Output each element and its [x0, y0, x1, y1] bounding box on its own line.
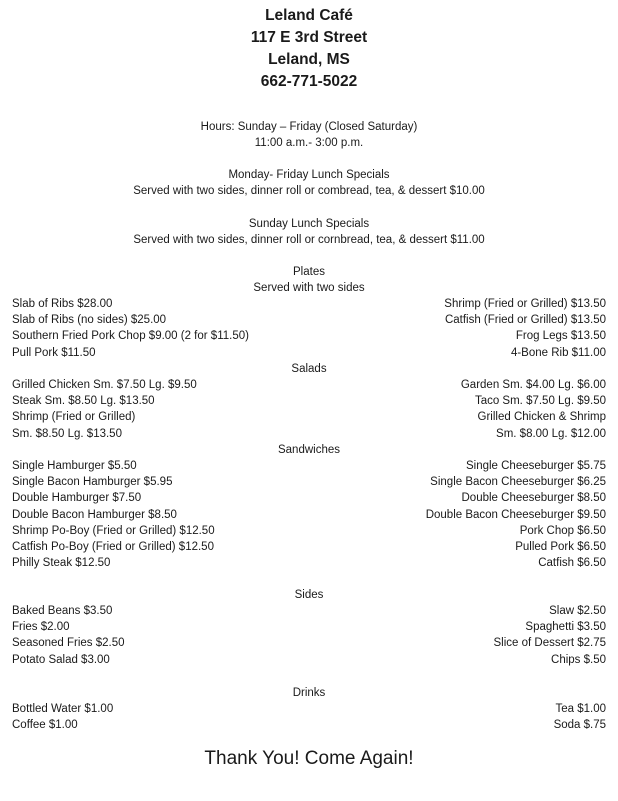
menu-item: Soda $.75 [553, 719, 606, 732]
menu-item: Shrimp (Fried or Grilled) [12, 411, 136, 424]
weekday-specials-title: Monday- Friday Lunch Specials [228, 169, 390, 181]
sandwiches-heading [0, 442, 618, 458]
menu-item: Garden Sm. $4.00 Lg. $6.00 [460, 379, 606, 391]
menu-item: Grilled Chicken & Shrimp [477, 411, 606, 424]
restaurant-street: 117 E 3rd Street [250, 29, 368, 46]
plates-left-column [12, 296, 249, 361]
menu-item: Catfish (Fried or Grilled) $13.50 [444, 314, 606, 327]
menu-item: Single Cheeseburger $5.75 [465, 460, 606, 472]
salads-heading [0, 361, 618, 377]
menu-item: Pull Pork $11.50 [12, 346, 96, 359]
sides-left-column [12, 603, 125, 668]
menu-item: Pulled Pork $6.50 [515, 541, 606, 554]
restaurant-phone[interactable]: 662-771-5022 [260, 73, 358, 90]
menu-item: Sm. $8.50 Lg. $13.50 [12, 427, 122, 440]
plates-heading [0, 264, 618, 296]
drinks-left-column [12, 701, 113, 733]
sunday-specials [0, 216, 618, 248]
sandwiches-right-column [426, 458, 606, 571]
menu-item: Double Bacon Cheeseburger $9.50 [425, 508, 606, 521]
sides-heading [0, 587, 618, 603]
menu-item: Single Bacon Hamburger $5.95 [12, 476, 173, 489]
hours-times: 11:00 a.m.- 3:00 p.m. [254, 137, 364, 150]
restaurant-city: Leland, MS [268, 51, 350, 68]
menu-item: 4-Bone Rib $11.00 [510, 346, 606, 359]
menu-item: Pork Chop $6.50 [519, 524, 606, 537]
drinks-heading [0, 685, 618, 701]
menu-item: Philly Steak $12.50 [12, 557, 111, 570]
drinks-right-column [554, 701, 606, 733]
menu-item: Slab of Ribs $28.00 [12, 298, 113, 310]
menu-item: Southern Fried Pork Chop $9.00 (2 for $11.50) [12, 330, 249, 343]
menu-item: Tea $1.00 [555, 703, 606, 715]
plates-subtitle: Served with two sides [253, 282, 365, 295]
sunday-specials-title: Sunday Lunch Specials [248, 218, 370, 230]
menu-item: Baked Beans $3.50 [12, 605, 113, 617]
menu-item: Sm. $8.00 Lg. $12.00 [496, 427, 606, 440]
weekday-specials-desc: Served with two sides, dinner roll or combread, tea, & dessert $10.00 [133, 185, 485, 198]
menu-item: Catfish $6.50 [538, 557, 606, 570]
plates-right-column [444, 296, 606, 361]
menu-item: Spaghetti $3.50 [525, 621, 606, 634]
menu-item: Double Hamburger $7.50 [12, 492, 142, 505]
menu-item: Steak Sm. $8.50 Lg. $13.50 [12, 395, 155, 408]
sides-right-column [493, 603, 606, 668]
menu-item: Slab of Ribs (no sides) $25.00 [12, 314, 167, 327]
menu-item: Chips $.50 [551, 653, 606, 666]
menu-item: Double Bacon Hamburger $8.50 [12, 508, 177, 521]
menu-item: Fries $2.00 [12, 621, 70, 634]
hours-block [0, 119, 618, 151]
sunday-specials-desc: Served with two sides, dinner roll or cornbread, tea, & dessert $11.00 [133, 234, 485, 247]
menu-item: Shrimp Po-Boy (Fried or Grilled) $12.50 [12, 524, 215, 537]
weekday-specials [0, 167, 618, 199]
menu-item: Single Bacon Cheeseburger $6.25 [430, 476, 606, 489]
menu-item: Frog Legs $13.50 [515, 330, 606, 343]
menu-item: Catfish Po-Boy (Fried or Grilled) $12.50 [12, 541, 214, 554]
menu-item: Single Hamburger $5.50 [12, 460, 137, 472]
hours-days: Hours: Sunday – Friday (Closed Saturday) [200, 121, 418, 133]
menu-item: Grilled Chicken Sm. $7.50 Lg. $9.50 [12, 379, 197, 391]
menu-item: Double Cheeseburger $8.50 [461, 492, 606, 505]
restaurant-name: Leland Café [265, 7, 353, 24]
plates-title: Plates [293, 266, 325, 278]
salads-left-column [12, 377, 197, 442]
sides-title: Sides [294, 589, 324, 601]
salads-title: Salads [291, 363, 327, 375]
menu-item: Potato Salad $3.00 [12, 653, 110, 666]
menu-item: Shrimp (Fried or Grilled) $13.50 [444, 298, 606, 310]
menu-item: Slice of Dessert $2.75 [493, 637, 606, 650]
menu-item: Seasoned Fries $2.50 [12, 637, 125, 650]
menu-item: Bottled Water $1.00 [12, 703, 114, 715]
drinks-title: Drinks [292, 687, 326, 699]
sandwiches-left-column [12, 458, 215, 571]
restaurant-header [0, 5, 618, 93]
sandwiches-title: Sandwiches [277, 444, 340, 456]
menu-item: Coffee $1.00 [12, 719, 78, 732]
thank-you-footer: Thank You! Come Again! [204, 748, 414, 769]
menu-item: Taco Sm. $7.50 Lg. $9.50 [474, 395, 606, 408]
menu-item: Slaw $2.50 [549, 605, 606, 617]
salads-right-column [461, 377, 606, 442]
